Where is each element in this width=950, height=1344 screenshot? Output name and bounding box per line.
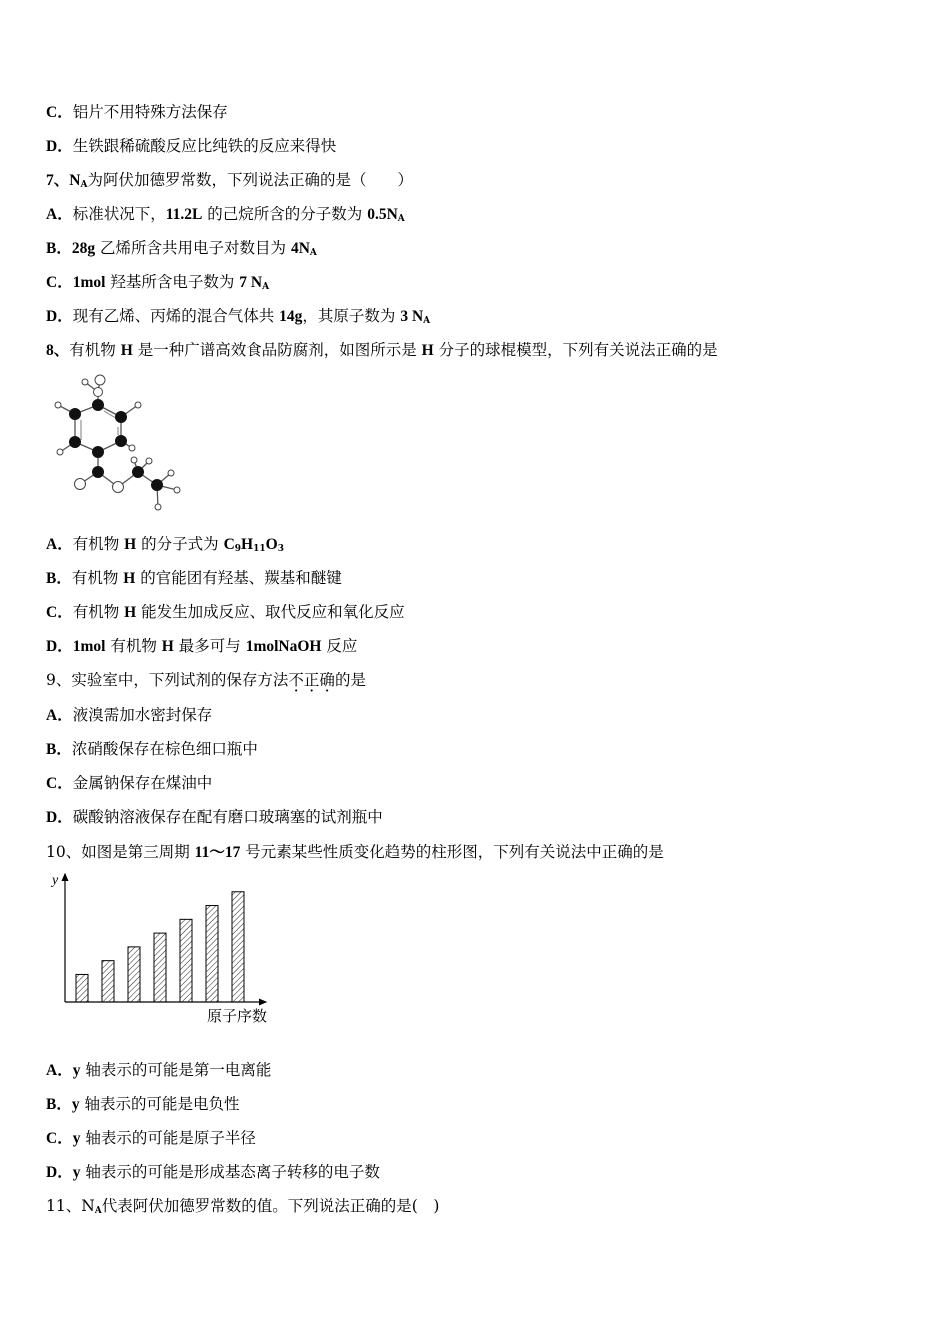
na-subscript: A: [262, 282, 270, 292]
option-text: 乙烯所含共用电子对数目为: [95, 239, 291, 257]
q10-option-a: [46, 1060, 271, 1081]
option-value: 14g: [279, 308, 303, 325]
option-text: 液溴需加水密封保存: [72, 706, 213, 724]
emphasis-char: 不: [288, 671, 304, 689]
q8-option-b: [46, 568, 342, 589]
option-value: 1molNaOH: [245, 638, 322, 655]
compound-symbol: H: [124, 604, 137, 621]
option-value: 11.2L: [165, 206, 203, 223]
option-value: 1mol: [72, 274, 106, 291]
na-subscript: A: [309, 248, 317, 258]
element-range: 11～17: [194, 844, 241, 861]
q9-stem: [46, 670, 366, 690]
option-text: ，其原子数为: [302, 307, 401, 325]
question-stem: 的是: [334, 671, 366, 689]
option-text: 轴表示的可能是原子半径: [80, 1129, 256, 1147]
compound-symbol: H: [123, 570, 136, 587]
option-label: D．: [46, 308, 73, 325]
question-number: 7、: [46, 172, 70, 189]
option-text: 生铁跟稀硫酸反应比纯铁的反应来得快: [72, 137, 337, 155]
formula-element: H: [241, 536, 254, 553]
option-value: 7 N: [239, 274, 263, 291]
option-text: 羟基所含电子数为: [105, 273, 240, 291]
y-symbol: y: [72, 1062, 81, 1079]
option-label: D．: [46, 638, 73, 655]
option-value: 4N: [290, 240, 310, 257]
question-number: 11、: [46, 1197, 82, 1215]
option-text: 金属钠保存在煤油中: [72, 774, 213, 792]
option-value: 3 N: [400, 308, 424, 325]
na-subscript: A: [94, 1206, 102, 1216]
question-number: 9、: [46, 671, 72, 689]
option-text: 的分子式为: [136, 535, 224, 553]
question-number: 10、: [46, 843, 82, 861]
option-text: 能发生加成反应、取代反应和氧化反应: [136, 603, 405, 621]
q11-stem: [46, 1196, 439, 1221]
bar-15: [180, 919, 192, 1002]
option-value: 28g: [71, 240, 96, 257]
q6-option-d: [46, 136, 336, 157]
option-label: C．: [46, 274, 73, 291]
option-text: 现有乙烯、丙烯的混合气体共: [72, 307, 280, 325]
y-symbol: y: [72, 1164, 81, 1181]
option-label: B．: [46, 240, 72, 257]
emphasis-char: 正: [303, 671, 320, 689]
q8-option-d: [46, 636, 357, 657]
option-label: D．: [46, 809, 73, 826]
na-symbol: N: [69, 172, 81, 189]
bar-11: [76, 974, 88, 1002]
option-value: 0.5N: [367, 206, 398, 223]
question-stem: 实验室中，下列试剂的保存方法: [71, 671, 289, 689]
q6-option-c: [46, 102, 228, 123]
option-text: 轴表示的可能是形成基态离子转移的电子数: [80, 1163, 380, 1181]
option-text: 标准状况下，: [72, 205, 166, 223]
emphasis-char: 确: [319, 671, 335, 689]
question-number: 8、: [46, 342, 70, 359]
q8-option-a: [46, 534, 284, 559]
question-stem: 有机物: [69, 341, 121, 359]
option-text: 有机物: [72, 603, 125, 621]
bar-17: [232, 892, 244, 1002]
option-label: C．: [46, 775, 73, 792]
ball-stick-molecule-figure: [50, 372, 190, 518]
option-text: 最多可与: [173, 637, 246, 655]
option-label: C．: [46, 104, 73, 121]
na-subscript: A: [80, 180, 88, 190]
q10-stem: [46, 842, 664, 863]
option-label: D．: [46, 1164, 73, 1181]
option-value: 1mol: [72, 638, 106, 655]
option-text: 有机物: [71, 569, 124, 587]
na-subscript: A: [423, 316, 431, 326]
option-label: A．: [46, 707, 73, 724]
option-label: C．: [46, 604, 73, 621]
y-symbol: y: [71, 1096, 80, 1113]
question-stem: 为阿伏加德罗常数，下列说法正确的是（ ）: [87, 171, 413, 189]
q8-stem: [46, 340, 718, 361]
option-label: A．: [46, 206, 73, 223]
formula-element: O: [265, 536, 278, 553]
compound-symbol: H: [124, 536, 137, 553]
q9-option-b: [46, 739, 258, 760]
question-stem: 如图是第三周期: [81, 843, 195, 861]
question-stem: 号元素某些性质变化趋势的柱形图，下列有关说法中正确的是: [240, 843, 664, 861]
bar-chart: [44, 868, 294, 1033]
bar-12: [102, 961, 114, 1002]
na-subscript: A: [397, 214, 405, 224]
formula-element: C: [223, 536, 235, 553]
q10-option-d: [46, 1162, 380, 1183]
q7-option-c: [46, 272, 269, 297]
q7-option-a: [46, 204, 405, 229]
na-symbol: N: [81, 1197, 95, 1215]
formula-count: 3: [277, 544, 284, 554]
q10-option-c: [46, 1128, 256, 1149]
compound-symbol: H: [421, 342, 434, 359]
option-text: 反应: [321, 637, 358, 655]
formula-count: 11: [253, 544, 266, 554]
formula-count: 9: [234, 544, 242, 554]
option-text: 的官能团有羟基、羰基和醚键: [135, 569, 342, 587]
option-text: 的己烷所含的分子数为: [202, 205, 368, 223]
option-text: 浓硝酸保存在棕色细口瓶中: [71, 740, 258, 758]
q8-option-c: [46, 602, 405, 623]
option-label: C．: [46, 1130, 73, 1147]
bar-14: [154, 933, 166, 1002]
compound-symbol: H: [120, 342, 133, 359]
question-stem: 分子的球棍模型，下列有关说法正确的是: [433, 341, 718, 359]
question-stem: 是一种广谱高效食品防腐剂，如图所示是: [132, 341, 422, 359]
option-text: 铝片不用特殊方法保存: [72, 103, 228, 121]
q10-option-b: [46, 1094, 240, 1115]
option-label: B．: [46, 741, 72, 758]
option-text: 碳酸钠溶液保存在配有磨口玻璃塞的试剂瓶中: [72, 808, 383, 826]
option-text: 轴表示的可能是电负性: [79, 1095, 240, 1113]
option-label: A．: [46, 1062, 73, 1079]
bar-16: [206, 906, 218, 1002]
q9-option-c: [46, 773, 212, 794]
q9-option-a: [46, 705, 212, 726]
compound-symbol: H: [161, 638, 174, 655]
q7-option-b: [46, 238, 317, 263]
q7-option-d: [46, 306, 430, 331]
option-label: D．: [46, 138, 73, 155]
x-axis-label: 原子序数: [207, 1007, 268, 1025]
option-label: B．: [46, 570, 72, 587]
option-text: 有机物: [72, 535, 125, 553]
y-symbol: y: [72, 1130, 81, 1147]
bar-13: [128, 947, 140, 1002]
option-text: 轴表示的可能是第一电离能: [80, 1061, 272, 1079]
q7-stem: [46, 170, 413, 195]
molecular-formula: [224, 535, 284, 553]
option-label: A．: [46, 536, 73, 553]
option-text: 有机物: [105, 637, 162, 655]
q9-option-d: [46, 807, 383, 828]
question-stem: 代表阿伏加德罗常数的值。下列说法正确的是( ): [101, 1197, 440, 1215]
y-axis-label: y: [52, 873, 59, 888]
option-label: B．: [46, 1096, 72, 1113]
